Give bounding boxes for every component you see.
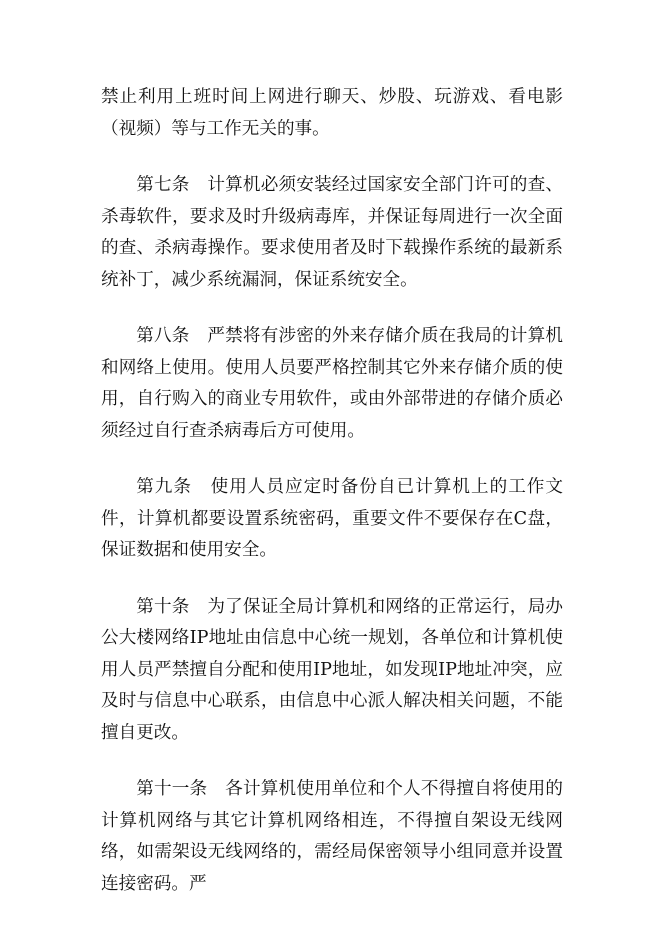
article-text: 为了保证全局计算机和网络的正常运行，局办公大楼网络IP地址由信息中心统一规划，各单位和计算机使用人员严禁擅自分配和使用IP地址，如发现IP地址冲突，应及时与信息中心联系，由信息中心派人解决相关问题，不能擅自更改。 (101, 596, 563, 743)
article-11-paragraph (101, 774, 563, 900)
article-number: 第十条 (136, 596, 190, 617)
article-text: 严禁将有涉密的外来存储介质在我局的计算机和网络上使用。使用人员要严格控制其它外来存储介质的使用，自行购入的商业专用软件，或由外部带进的存储介质必须经过自行查杀病毒后方可使用。 (101, 326, 563, 441)
article-number: 第十一条 (136, 779, 208, 799)
article-8-paragraph (101, 321, 563, 447)
article-text: 计算机必须安装经过国家安全部门许可的查、杀毒软件，要求及时升级病毒库，并保证每周进行一次全面的查、杀病毒操作。要求使用者及时下载操作系统的最新系统补丁，减少系统漏洞，保证系统安全。 (101, 175, 563, 290)
article-number: 第八条 (136, 326, 190, 346)
document-body (101, 82, 563, 900)
article-number: 第九条 (136, 477, 192, 497)
article-9-paragraph (101, 472, 563, 567)
paragraph-text: 禁止利用上班时间上网进行聊天、炒股、玩游戏、看电影（视频）等与工作无关的事。 (101, 87, 563, 139)
article-7-paragraph (101, 170, 563, 296)
paragraph-continuation (101, 82, 563, 145)
article-text: 使用人员应定时备份自已计算机上的工作文件，计算机都要设置系统密码，重要文件不要保存在C盘，保证数据和使用安全。 (101, 477, 563, 560)
article-number: 第七条 (136, 175, 190, 195)
article-10-paragraph (101, 592, 563, 750)
article-text: 各计算机使用单位和个人不得擅自将使用的计算机网络与其它计算机网络相连，不得擅自架设无线网络，如需架设无线网络的，需经局保密领导小组同意并设置连接密码。严 (101, 779, 563, 894)
